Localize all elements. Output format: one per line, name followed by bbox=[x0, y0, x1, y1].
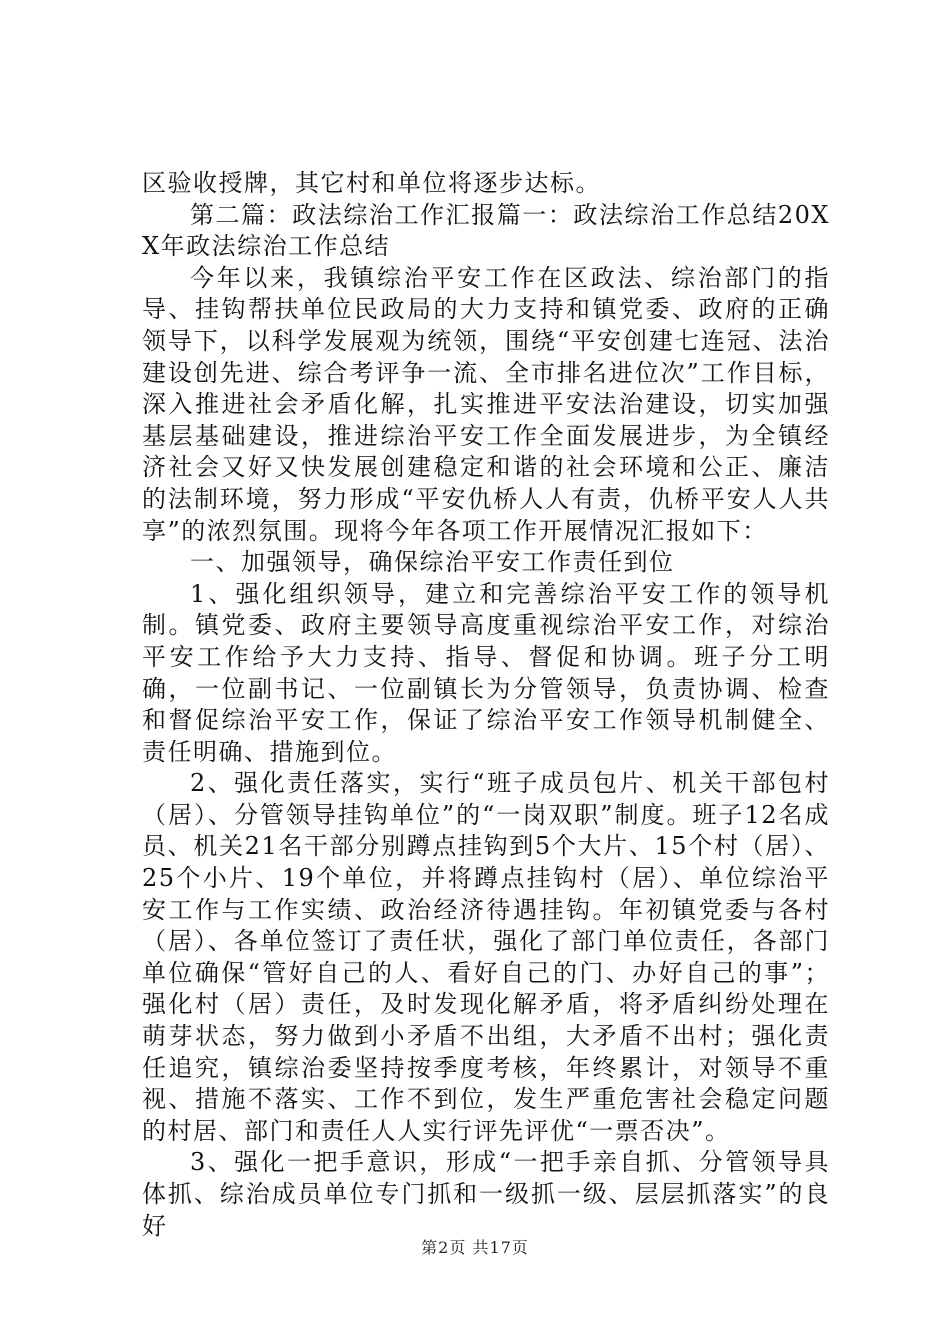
page-number-footer: 第2页 共17页 bbox=[421, 1238, 529, 1257]
paragraph-item-1: 1、强化组织领导，建立和完善综治平安工作的领导机制。镇党委、政府主要领导高度重视综治平安工作，对综治平安工作给予大力支持、指导、督促和协调。班子分工明确，一位副书记、一位副镇长为分管领导，负责协调、检查和督促综治平安工作，保证了综治平安工作领导机制健全、责任明确、措施到位。 bbox=[142, 579, 830, 766]
paragraph-continuation: 区验收授牌，其它村和单位将逐步达标。 bbox=[142, 169, 601, 197]
paragraph-intro: 今年以来，我镇综治平安工作在区政法、综治部门的指导、挂钩帮扶单位民政局的大力支持和镇党委、政府的正确领导下，以科学发展观为统领，围绕“平安创建七连冠、法治建设创先进、综合考评争一流、全市排名进位次”工作目标，深入推进社会矛盾化解，扎实推进平安法治建设，切实加强基层基础建设，推进综治平安工作全面发展进步，为全镇经济社会又好又快发展创建稳定和谐的社会环境和公正、廉洁的法制环境，努力形成“平安仇桥人人有责，仇桥平安人人共享”的浓烈氛围。现将今年各项工作开展情况汇报如下： bbox=[142, 263, 830, 545]
document-body bbox=[142, 168, 830, 1242]
paragraph-item-3: 3、强化一把手意识，形成“一把手亲自抓、分管领导具体抓、综治成员单位专门抓和一级抓一级、层层抓落实”的良好 bbox=[142, 1148, 830, 1240]
section-heading-part-two: 第二篇：政法综治工作汇报篇一：政法综治工作总结20XX年政法综治工作总结 bbox=[142, 200, 830, 261]
paragraph-item-2: 2、强化责任落实，实行“班子成员包片、机关干部包村（居）、分管领导挂钩单位”的“一岗双职”制度。班子12名成员、机关21名干部分别蹲点挂钩到5个大片、15个村（居）、25个小片、19个单位，并将蹲点挂钩村（居）、单位综治平安工作与工作实绩、政治经济待遇挂钩。年初镇党委与各村（居）、各单位签订了责任状，强化了部门单位责任，各部门单位确保“管好自己的人、看好自己的门、办好自己的事”；强化村（居）责任，及时发现化解矛盾，将矛盾纠纷处理在萌芽状态，努力做到小矛盾不出组，大矛盾不出村；强化责任追究，镇综治委坚持按季度考核，年终累计，对领导不重视、措施不落实、工作不到位，发生严重危害社会稳定问题的村居、部门和责任人人实行评先评优“一票否决”。 bbox=[142, 769, 830, 1145]
heading-one-leadership: 一、加强领导，确保综治平安工作责任到位 bbox=[190, 548, 675, 577]
